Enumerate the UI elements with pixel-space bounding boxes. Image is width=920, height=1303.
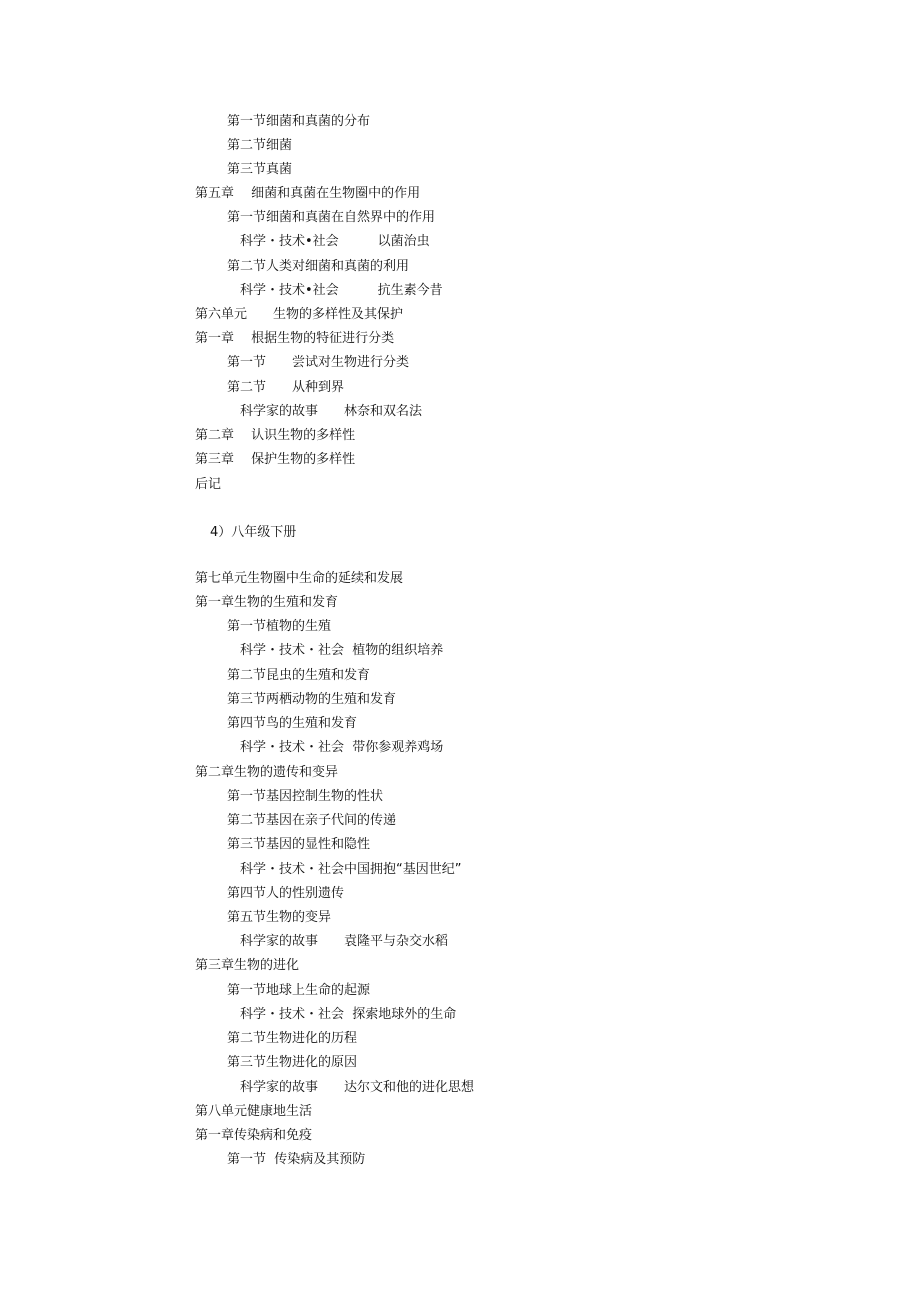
toc-chapter: 第三章生物的进化 (195, 958, 300, 973)
toc-feature: 科学・技术•社会 抗生素今昔 (240, 283, 443, 298)
toc-feature: 科学・技术・社会 探索地球外的生命 (240, 1007, 457, 1022)
toc-entry: 第四节人的性别遗传 (227, 886, 345, 901)
toc-feature: 科学家的故事 袁隆平与杂交水稻 (240, 934, 449, 949)
toc-entry: 第二节人类对细菌和真菌的利用 (227, 259, 410, 274)
toc-entry: 第三节生物进化的原因 (227, 1055, 358, 1070)
toc-afterword: 后记 (195, 477, 222, 492)
toc-unit: 第六单元 生物的多样性及其保护 (195, 307, 404, 322)
toc-feature: 科学・技术・社会 带你参观养鸡场 (240, 740, 444, 755)
toc-entry: 第二节基因在亲子代间的传递 (227, 813, 397, 828)
toc-chapter: 第一章传染病和免疫 (195, 1128, 313, 1143)
toc-entry: 第三节基因的显性和隐性 (227, 837, 371, 852)
toc-entry: 第一节地球上生命的起源 (227, 983, 371, 998)
toc-entry: 第四节鸟的生殖和发育 (227, 716, 358, 731)
toc-chapter: 第一章 根据生物的特征进行分类 (195, 331, 395, 346)
toc-unit: 第七单元生物圈中生命的延续和发展 (195, 571, 404, 586)
toc-feature: 科学・技术・社会 植物的组织培养 (240, 643, 444, 658)
toc-entry: 第三节两栖动物的生殖和发育 (227, 692, 397, 707)
toc-entry: 第一节 尝试对生物进行分类 (227, 355, 410, 370)
toc-feature: 科学・技术•社会 以菌治虫 (240, 234, 430, 249)
toc-entry: 第一节 传染病及其预防 (227, 1152, 366, 1167)
toc-feature: 科学家的故事 林奈和双名法 (240, 404, 423, 419)
toc-entry: 第二节昆虫的生殖和发育 (227, 668, 371, 683)
toc-entry: 第五节生物的变异 (227, 910, 332, 925)
toc-chapter: 第五章 细菌和真菌在生物圈中的作用 (195, 186, 421, 201)
toc-entry: 第一节植物的生殖 (227, 619, 332, 634)
toc-chapter: 第二章 认识生物的多样性 (195, 428, 356, 443)
toc-feature: 科学・技术・社会中国拥抱“基因世纪” (240, 862, 462, 877)
toc-chapter: 第二章生物的遗传和变异 (195, 765, 339, 780)
toc-entry: 第二节生物进化的历程 (227, 1031, 358, 1046)
grade-subheading: 4）八年级下册 (210, 525, 297, 540)
toc-entry: 第一节细菌和真菌的分布 (227, 114, 371, 129)
toc-feature: 科学家的故事 达尔文和他的进化思想 (240, 1080, 475, 1095)
toc-entry: 第二节 从种到界 (227, 380, 345, 395)
toc-chapter: 第一章生物的生殖和发育 (195, 595, 339, 610)
toc-entry: 第三节真菌 (227, 162, 293, 177)
toc-chapter: 第三章 保护生物的多样性 (195, 452, 356, 467)
toc-unit: 第八单元健康地生活 (195, 1104, 313, 1119)
toc-entry: 第一节基因控制生物的性状 (227, 789, 384, 804)
toc-entry: 第二节细菌 (227, 138, 293, 153)
toc-entry: 第一节细菌和真菌在自然界中的作用 (227, 210, 436, 225)
